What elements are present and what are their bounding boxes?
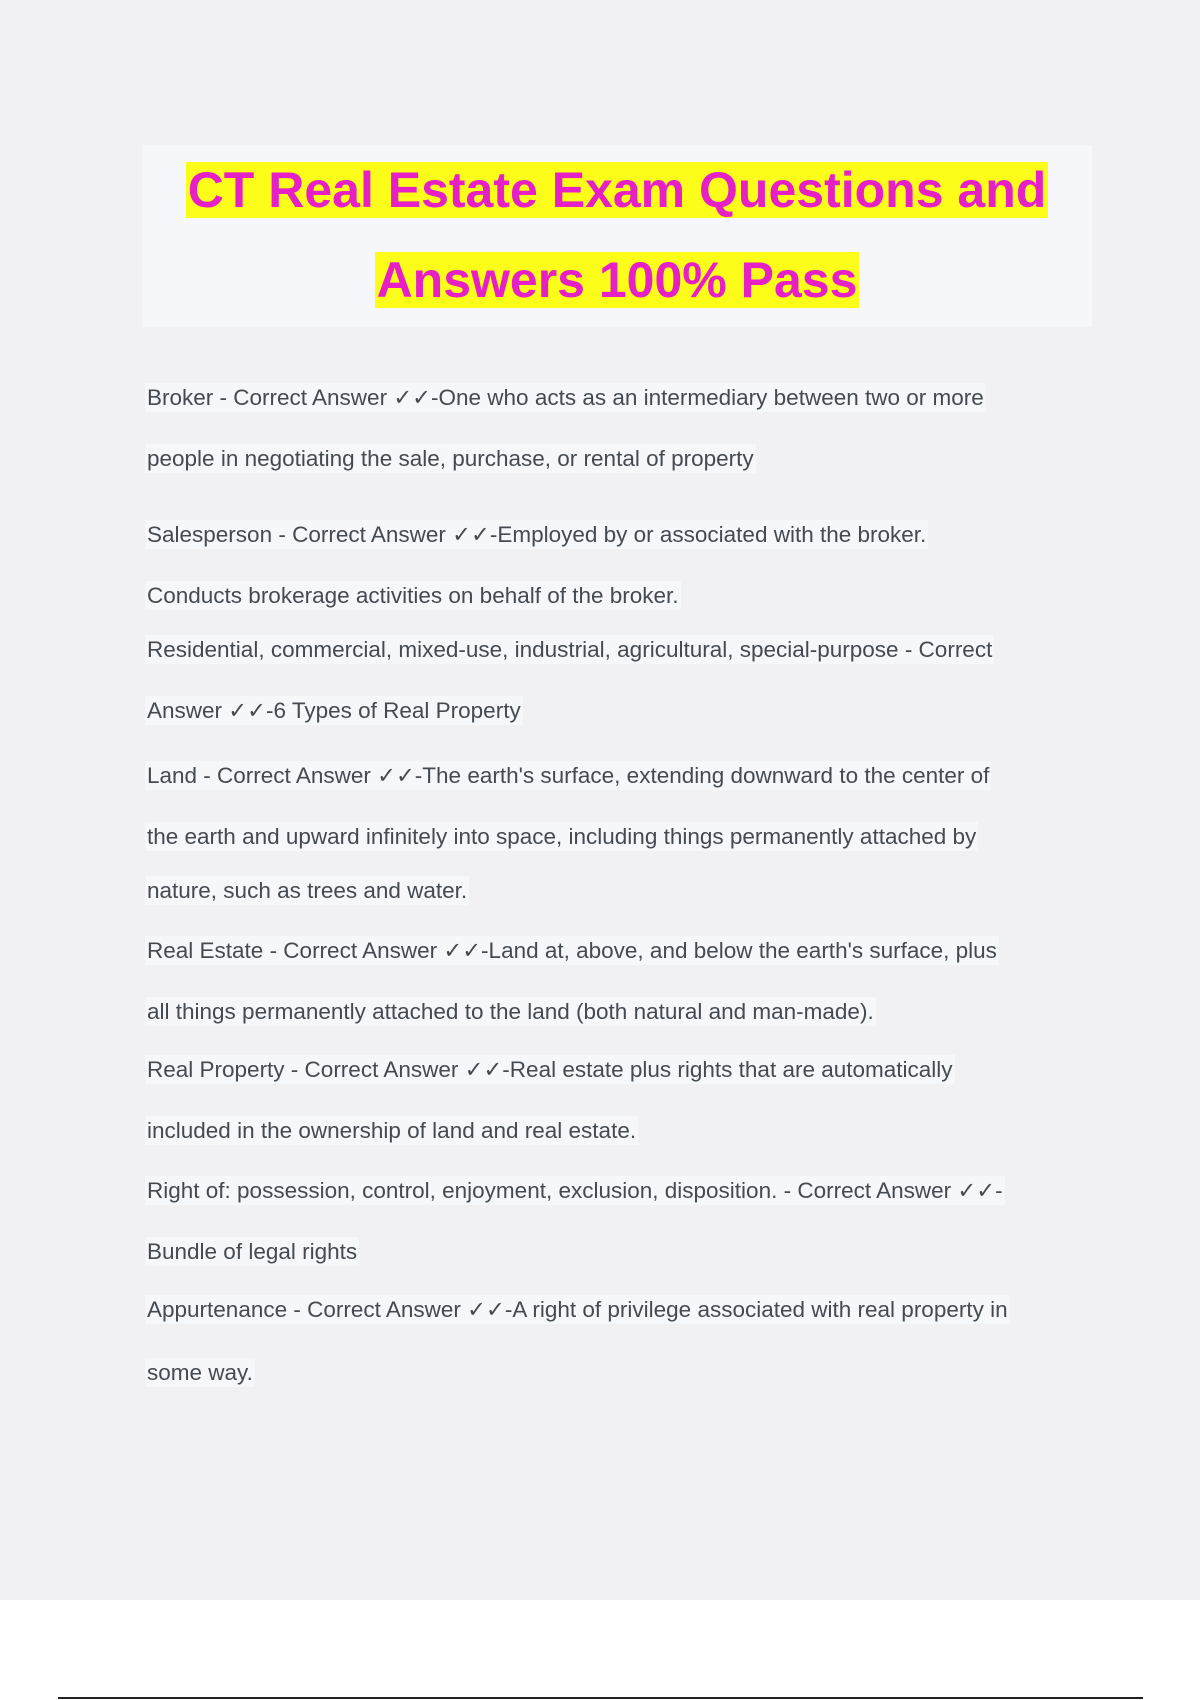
qa-line: Answer ✓✓-6 Types of Real Property	[147, 698, 521, 723]
qa-line: Appurtenance - Correct Answer ✓✓-A right of privilege associated with real property in	[147, 1297, 1008, 1322]
qa-line: nature, such as trees and water.	[147, 878, 468, 903]
qa-line: some way.	[147, 1360, 253, 1385]
qa-line: all things permanently attached to the land (both natural and man-made).	[147, 999, 874, 1024]
qa-line: Real Estate - Correct Answer ✓✓-Land at, above, and below the earth's surface, plus	[147, 938, 997, 963]
qa-line: people in negotiating the sale, purchase, or rental of property	[147, 446, 754, 471]
qa-line: Salesperson - Correct Answer ✓✓-Employed by or associated with the broker.	[147, 522, 927, 547]
qa-line: included in the ownership of land and real estate.	[147, 1118, 637, 1143]
qa-line: Conducts brokerage activities on behalf of the broker.	[147, 583, 679, 608]
qa-line: Land - Correct Answer ✓✓-The earth's surface, extending downward to the center of	[147, 763, 990, 788]
qa-line: Right of: possession, control, enjoyment, exclusion, disposition. - Correct Answer ✓✓-	[147, 1178, 1003, 1203]
qa-line: the earth and upward infinitely into space, including things permanently attached by	[147, 824, 977, 849]
qa-line: Broker - Correct Answer ✓✓-One who acts as an intermediary between two or more	[147, 385, 984, 410]
title-line-2: Answers 100% Pass	[376, 252, 858, 308]
page-bottom-rule	[58, 1697, 1143, 1699]
qa-line: Bundle of legal rights	[147, 1239, 358, 1264]
title-line-1: CT Real Estate Exam Questions and	[187, 162, 1047, 218]
title-block	[142, 145, 1092, 327]
qa-line: Real Property - Correct Answer ✓✓-Real estate plus rights that are automatically	[147, 1057, 953, 1082]
qa-line: Residential, commercial, mixed-use, industrial, agricultural, special-purpose - Correct	[147, 637, 993, 662]
